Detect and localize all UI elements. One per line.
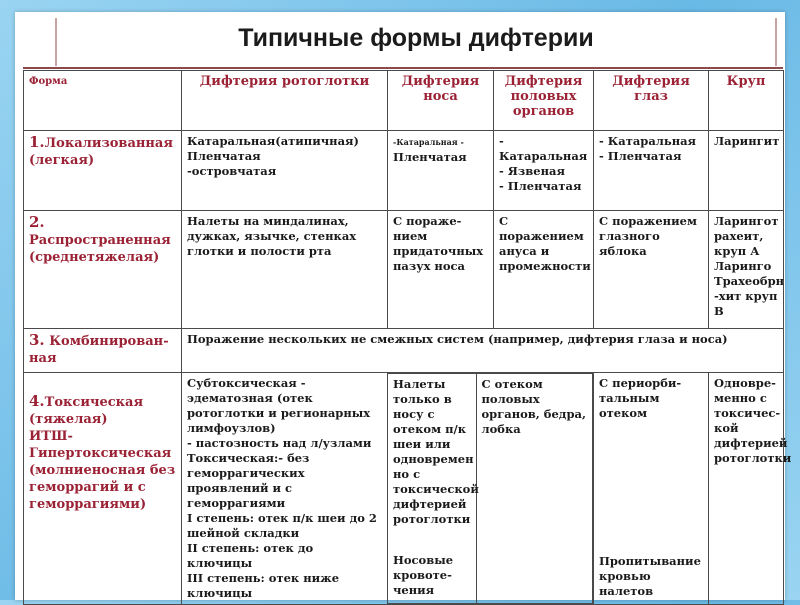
row-head-text: Токсическая (тяжелая) ИТШ- Гипертоксическая (молниеносная без геморрагий и с геморрагиями) xyxy=(29,395,176,512)
row-head-text: Комбинирован-ная xyxy=(29,334,169,366)
title-box xyxy=(55,18,777,66)
cell-croup: Ларингит xyxy=(709,131,784,211)
row-head-widespread xyxy=(24,211,182,329)
cell-nose-top: Налеты только в носу с отеком п/к шеи или одновремен но с токсической дифтерией ротоглотки xyxy=(393,377,479,526)
row-number: 4. xyxy=(29,392,45,410)
header-croup: Круп xyxy=(709,71,784,131)
row-head-localized xyxy=(24,131,182,211)
header-nose: Дифтерия носа xyxy=(388,71,494,131)
table-row xyxy=(24,211,784,329)
cell-oropharynx: Субтоксическая - эдематозная (отек ротоглотки и регионарных лимфоузлов) - пастозность над л/узлами Токсическая:- без геморрагических проявлений и с геморрагиями I степень: отек п/к шеи до 2 шейной складки II степень: отек до ключицы III степень: отек ниже ключицы xyxy=(182,373,388,605)
cell-oropharynx: Катаральная(атипичная) Пленчатая -островчатая xyxy=(182,131,388,211)
diphtheria-forms-table xyxy=(23,70,792,605)
cell-nose xyxy=(388,374,479,604)
row-head-text: Распространенная (среднетяжелая) xyxy=(29,233,171,265)
table-row xyxy=(24,131,784,211)
cell-eyes: С поражением глазного яблока xyxy=(594,211,709,329)
row-head-text: Локализованная (легкая) xyxy=(29,136,173,168)
table-row xyxy=(24,373,784,605)
cell-nose-small: -Катаральная - xyxy=(393,137,464,147)
cell-nose-text: Пленчатая xyxy=(393,150,467,164)
cell-eyes xyxy=(594,373,709,605)
cell-eyes-top: С периорби-тальным отеком xyxy=(599,376,682,420)
row-head-toxic xyxy=(24,373,182,605)
header-genitals: Дифтерия половых органов xyxy=(494,71,594,131)
row-number: 1. xyxy=(29,133,45,151)
cell-combined-description: Поражение нескольких не смежных систем (например, дифтерия глаза и носа) xyxy=(182,329,784,373)
page-title: Типичные формы дифтерии xyxy=(238,24,594,52)
cell-genitals: С поражением ануса и промежности xyxy=(494,211,594,329)
cell-nose-genitals xyxy=(388,373,594,605)
cell-genitals: С отеком половых органов, бедра, лобка xyxy=(476,374,593,604)
table-row xyxy=(24,329,784,373)
slide xyxy=(15,12,792,600)
cell-nose xyxy=(388,131,494,211)
row-head-combined xyxy=(24,329,182,373)
cell-eyes: - Катаральная - Пленчатая xyxy=(594,131,709,211)
row-number: 3. xyxy=(29,331,45,349)
title-divider xyxy=(23,67,783,69)
cell-croup: Ларингот рахеит, круп А Ларинго Трахеобрн -хит круп В xyxy=(709,211,784,329)
row-number: 2. xyxy=(29,213,45,231)
header-form: Форма xyxy=(24,71,182,131)
cell-croup: Одновре-менно с токсичес-кой дифтерией ротоглотки xyxy=(709,373,784,605)
header-oropharynx: Дифтерия ротоглотки xyxy=(182,71,388,131)
cell-nose: С пораже-нием придаточных пазух носа xyxy=(388,211,494,329)
sub-table xyxy=(388,373,593,604)
header-eyes: Дифтерия глаз xyxy=(594,71,709,131)
cell-genitals: - Катаральная - Язвеная - Пленчатая xyxy=(494,131,594,211)
header-row xyxy=(24,71,784,131)
cell-nose-bottom: Носовые кровоте-чения xyxy=(393,553,454,597)
cell-oropharynx: Налеты на миндалинах, дужках, язычке, стенках глотки и полости рта xyxy=(182,211,388,329)
cell-eyes-bottom: Пропитывание кровью налетов xyxy=(599,554,701,598)
